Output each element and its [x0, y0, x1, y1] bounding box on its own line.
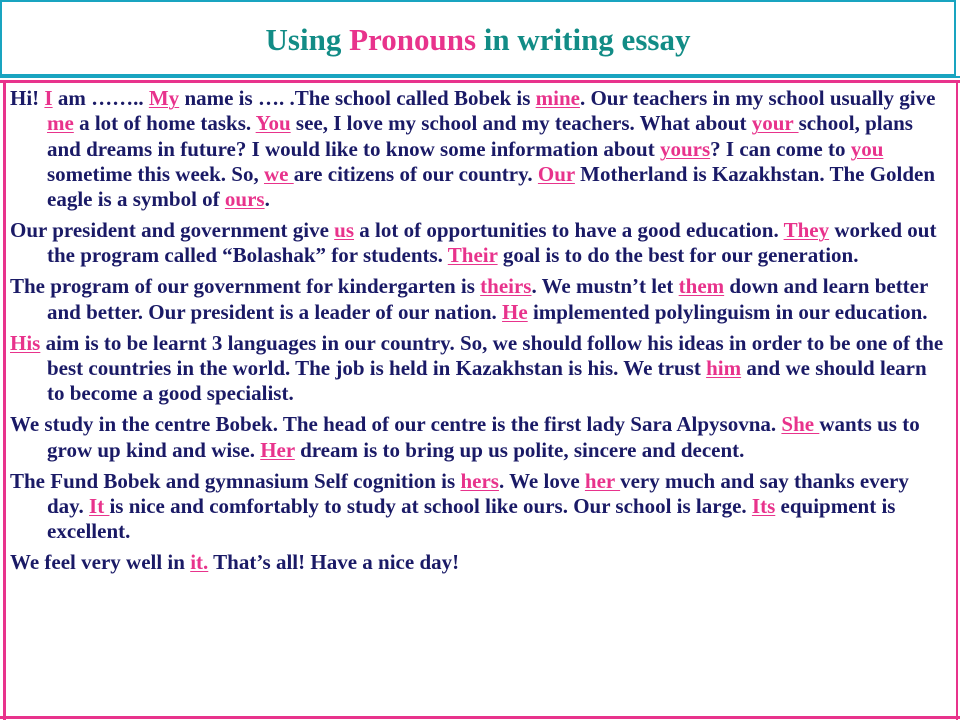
pronoun-highlight: him: [706, 356, 742, 381]
pronoun-highlight: we: [263, 161, 294, 186]
pronoun-highlight: Our: [537, 161, 575, 186]
essay-text: . We mustn’t let: [531, 274, 679, 299]
essay-text: Motherland is Kazakhstan. The Golden eagle is a symbol of: [47, 161, 936, 212]
bottom-border: [0, 716, 960, 719]
essay-text: school, plans and dreams in future? I would like to know some information about: [47, 111, 913, 161]
essay-text: am ……..: [52, 86, 149, 110]
essay-paragraph: [10, 218, 945, 269]
essay-text: equipment is excellent.: [47, 493, 896, 544]
pronoun-highlight: theirs: [480, 274, 532, 299]
essay-text: very much and say thanks every day.: [47, 468, 909, 518]
pronoun-highlight: It: [89, 493, 110, 518]
essay-paragraph: [10, 412, 945, 463]
essay-paragraph: [10, 469, 945, 545]
pronoun-highlight: your: [751, 111, 799, 136]
pronoun-highlight: Her: [260, 437, 295, 462]
pronoun-highlight: yours: [659, 136, 711, 161]
pronoun-highlight: you: [850, 136, 884, 161]
pronoun-highlight: Its: [751, 493, 776, 518]
right-border: [956, 83, 958, 720]
essay-text: sometime this week. So,: [47, 161, 264, 186]
pronoun-highlight: her: [584, 468, 621, 493]
essay-text: are citizens of our country.: [293, 161, 538, 186]
essay-text: ? I can come to: [710, 136, 851, 161]
pronoun-highlight: Their: [447, 243, 498, 268]
pronoun-highlight: My: [148, 86, 180, 110]
essay-paragraph: [10, 86, 945, 212]
pronoun-highlight: it.: [190, 550, 209, 575]
essay-text: dream is to bring up us polite, sincere and decent.: [294, 437, 745, 462]
page-title: [0, 22, 956, 58]
essay-text: . Our teachers in my school usually give: [579, 86, 936, 110]
pronoun-highlight: me: [47, 111, 74, 136]
essay-paragraph: [10, 550, 945, 575]
essay-paragraph: [10, 331, 945, 407]
essay-text: wants us to grow up kind and wise.: [47, 412, 920, 462]
title-part-2: in writing essay: [476, 22, 691, 57]
pronoun-highlight: They: [783, 218, 830, 243]
essay-paragraph: [10, 274, 945, 325]
essay-body: [10, 86, 945, 581]
essay-text: .: [264, 187, 270, 212]
essay-text: goal is to do the best for our generation.: [497, 243, 859, 268]
essay-text: The Fund Bobek and gymnasium Self cognition is: [10, 468, 461, 493]
essay-text: aim is to be learnt 3 languages in our country. So, we should follow his ideas in order to be one of the best countries in the world. The job is held in Kazakhstan is his. We trust: [40, 330, 944, 381]
left-border: [3, 83, 6, 720]
essay-text: That’s all! Have a nice day!: [208, 550, 460, 575]
title-part-1: Using: [265, 22, 350, 57]
pronoun-highlight: us: [334, 218, 355, 243]
pronoun-highlight: hers: [460, 468, 499, 493]
essay-text: see, I love my school and my teachers. What about: [290, 111, 752, 136]
essay-text: down and learn better and better. Our president is a leader of our nation.: [47, 274, 928, 324]
header-divider-cyan: [0, 76, 960, 78]
essay-text: Hi!: [10, 86, 45, 110]
essay-text: We feel very well in: [10, 550, 191, 575]
pronoun-highlight: You: [255, 111, 291, 136]
essay-text: implemented polylinguism in our education.: [527, 299, 928, 324]
pronoun-highlight: mine: [535, 86, 580, 110]
pronoun-highlight: She: [781, 412, 820, 437]
essay-text: Our president and government give: [10, 218, 335, 243]
essay-text: . We love: [498, 468, 585, 493]
header-divider-pink: [0, 80, 960, 83]
title-highlight: Pronouns: [349, 22, 477, 57]
pronoun-highlight: them: [678, 274, 725, 299]
essay-text: worked out the program called “Bolashak” for students.: [47, 218, 937, 268]
essay-text: and we should learn to become a good specialist.: [47, 356, 927, 406]
essay-text: is nice and comfortably to study at school like ours. Our school is large.: [109, 493, 752, 518]
essay-text: a lot of opportunities to have a good education.: [354, 218, 784, 243]
essay-text: We study in the centre Bobek. The head of our centre is the first lady Sara Alpysovna.: [10, 412, 782, 437]
essay-text: name is …. .The school called Bobek is: [179, 86, 536, 110]
pronoun-highlight: His: [10, 330, 41, 355]
essay-text: The program of our government for kindergarten is: [10, 274, 481, 299]
essay-text: a lot of home tasks.: [73, 111, 256, 136]
pronoun-highlight: ours: [224, 187, 265, 212]
pronoun-highlight: I: [44, 86, 53, 110]
pronoun-highlight: He: [502, 299, 528, 324]
